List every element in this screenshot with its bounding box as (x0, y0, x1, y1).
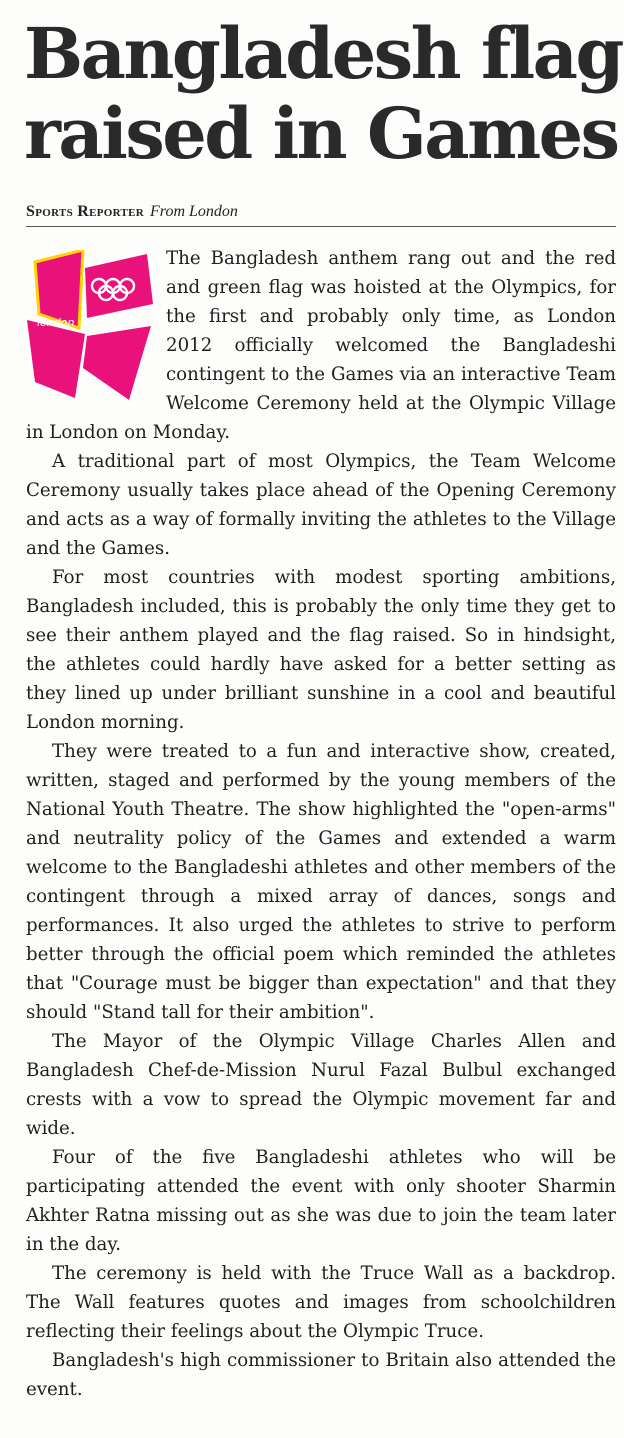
paragraph: They were treated to a fun and interactive show, created, written, staged and performed by the young members of the National Youth Theatre. The show highlighted the "open-arms" and neutrality policy of the Games and extended a warm welcome to the Bangladeshi athletes and other members of the contingent through a mixed array of dances, songs and performances. It also urged the athletes to strive to perform better through the official poem which reminded the athletes that "Courage must be bigger than expectation" and that they should "Stand tall for their ambition". (26, 741, 616, 1023)
byline (26, 203, 238, 221)
byline-location: From London (150, 203, 238, 220)
byline-reporter: Sports Reporter (26, 203, 145, 220)
paragraph: The Bangladesh anthem rang out and the red and green flag was hoisted at the Olympics, for the first and probably only time, as London 2012 officially welcomed the Bangladeshi contingent to the Games via an interactive Team Welcome Ceremony held at the Olympic Village in London on Monday. (26, 248, 616, 443)
paragraph: The ceremony is held with the Truce Wall as a backdrop. The Wall features quotes and images from schoolchildren reflecting their feelings about the Olympic Truce. (26, 1263, 616, 1342)
byline-divider (26, 226, 616, 227)
headline (24, 12, 622, 175)
paragraph: Four of the five Bangladeshi athletes who will be participating attended the event with only shooter Sharmin Akhter Ratna missing out as she was due to join the team later in the day. (26, 1147, 616, 1255)
logo-float-space (26, 244, 166, 418)
headline-line-1: Bangladesh flag (24, 12, 622, 95)
paragraph: For most countries with modest sporting ambitions, Bangladesh included, this is probably the only time they get to see their anthem played and the flag raised. So in hindsight, the athletes could hardly have asked for a better setting as they lined up under brilliant sunshine in a cool and beautiful London morning. (26, 567, 616, 733)
paragraph: The Mayor of the Olympic Village Charles Allen and Bangladesh Chef-de-Mission Nurul Fazal Bulbul exchanged crests with a vow to spread the Olympic movement far and wide. (26, 1031, 616, 1139)
headline-line-2: raised in Games (24, 92, 618, 175)
article-body (26, 244, 616, 1404)
paragraph: Bangladesh's high commissioner to Britain also attended the event. (26, 1350, 616, 1400)
logo-wordmark: london (37, 316, 75, 329)
paragraph: A traditional part of most Olympics, the Team Welcome Ceremony usually takes place ahead of the Opening Ceremony and acts as a way of formally inviting the athletes to the Village and the Games. (26, 451, 616, 559)
